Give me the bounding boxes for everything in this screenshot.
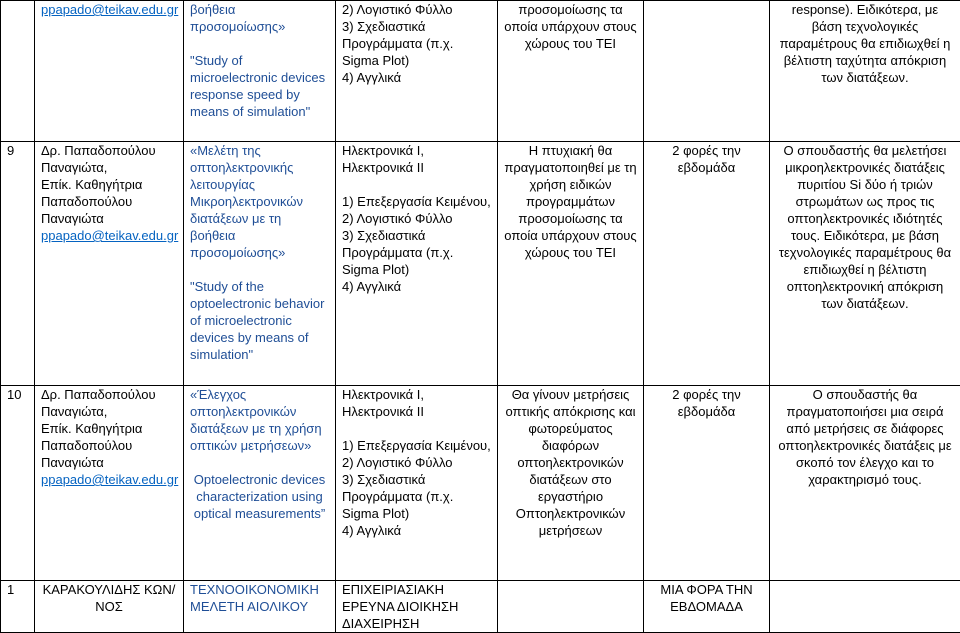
course-item: 2) Λογιστικό Φύλλο xyxy=(342,454,491,471)
supervisor-rank: Επίκ. Καθηγήτρια Παπαδοπούλου Παναγιώτα xyxy=(41,420,177,471)
table-row xyxy=(1,142,960,386)
objective-cell: Ο σπουδαστής θα πραγματοποιήσει μια σειρά από μετρήσεις σε διάφορες οπτοηλεκτρονικές διατάξεις με σκοπό τον έλεγχο και το χαρακτηρισμό τους. xyxy=(770,386,960,581)
row-number xyxy=(1,1,35,142)
objective-cell xyxy=(770,581,960,633)
frequency-cell: ΜΙΑ ΦΟΡΑ ΤΗΝ ΕΒΔΟΜΑΔΑ xyxy=(644,581,770,633)
course-item: 4) Αγγλικά xyxy=(342,69,491,86)
row-number: 1 xyxy=(1,581,35,633)
course-item: 4) Αγγλικά xyxy=(342,522,491,539)
row-number: 9 xyxy=(1,142,35,386)
required-courses-cell xyxy=(336,581,498,633)
course-item: ΕΠΙΧΕΙΡΙΑΣΙΑΚΗ ΕΡΕΥΝΑ ΔΙΟΙΚΗΣΗ ΔΙΑΧΕΙΡΗΣΗ xyxy=(342,581,491,632)
course-head: Ηλεκτρονικά Ι, xyxy=(342,386,491,403)
table-row xyxy=(1,581,960,633)
course-head: Ηλεκτρονικά Ι, xyxy=(342,142,491,159)
description-cell: Η πτυχιακή θα πραγματοποιηθεί με τη χρήση ειδικών προγραμμάτων προσομοίωσης τα οποία υπάρχουν στους χώρους του ΤΕΙ xyxy=(498,142,644,386)
frequency-cell: 2 φορές την εβδομάδα xyxy=(644,386,770,581)
topic-title-english: "Study of microelectronic devices response speed by means of simulation" xyxy=(190,52,329,120)
topic-title-english: "Study of the optoelectronic behavior of microelectronic devices by means of simulation" xyxy=(190,278,329,363)
frequency-cell xyxy=(644,1,770,142)
objective-cell: Ο σπουδαστής θα μελετήσει μικροηλεκτρονικές διατάξεις πυριτίου Si δύο ή τριών στρωμάτων ως προς τις οπτοηλεκτρονικές ιδιότητές τους. Ειδικότερα, με βάση τεχνολογικές παραμέτρους θα επιδιωχθεί η βέλτιστη οπτοηλεκτρονική απόκριση των διατάξεων. xyxy=(770,142,960,386)
supervisor-email-link[interactable]: ppapado@teikav.edu.gr xyxy=(41,2,178,17)
course-item: 2) Λογιστικό Φύλλο xyxy=(342,1,491,18)
description-cell: Θα γίνουν μετρήσεις οπτικής απόκρισης και φωτορεύματος διαφόρων οπτοηλεκτρονικών διατάξεων στο εργαστήριο Οπτοηλεκτρονικών μετρήσεων xyxy=(498,386,644,581)
course-head: Ηλεκτρονικά ΙΙ xyxy=(342,403,491,420)
supervisor-rank: Επίκ. Καθηγήτρια Παπαδοπούλου Παναγιώτα xyxy=(41,176,177,227)
description-cell xyxy=(498,581,644,633)
supervisor-cell xyxy=(35,142,184,386)
topic-title-greek: «Μελέτη της οπτοηλεκτρονικής λειτουργίας Μικροηλεκτρονικών διατάξεων με τη βοήθεια προσομοίωσης» xyxy=(190,142,329,261)
required-courses-cell xyxy=(336,142,498,386)
topic-title-english: Optoelectronic devices characterization using optical measurements” xyxy=(190,471,329,522)
supervisor-name: Δρ. Παπαδοπούλου Παναγιώτα, xyxy=(41,386,177,420)
supervisor-cell xyxy=(35,386,184,581)
supervisor-cell xyxy=(35,1,184,142)
objective-cell: response). Ειδικότερα, με βάση τεχνολογικές παραμέτρους θα επιδιωχθεί η βέλτιστη ταχύτητα απόκριση των διατάξεων. xyxy=(770,1,960,142)
required-courses-cell xyxy=(336,1,498,142)
required-courses-cell xyxy=(336,386,498,581)
topic-title-greek: «Έλεγχος οπτοηλεκτρονικών διατάξεων με τη χρήση οπτικών μετρήσεων» xyxy=(190,386,329,454)
supervisor-email-link[interactable]: ppapado@teikav.edu.gr xyxy=(41,471,177,488)
course-item: 4) Αγγλικά xyxy=(342,278,491,295)
course-item: 1) Επεξεργασία Κειμένου, xyxy=(342,437,491,454)
topic-title-cell xyxy=(184,581,336,633)
supervisor-name: Δρ. Παπαδοπούλου Παναγιώτα, xyxy=(41,142,177,176)
table-row xyxy=(1,1,960,142)
description-cell: προσομοίωσης τα οποία υπάρχουν στους χώρους του ΤΕΙ xyxy=(498,1,644,142)
course-head: Ηλεκτρονικά ΙΙ xyxy=(342,159,491,176)
course-item: 3) Σχεδιαστικά Προγράμματα (π.χ. Sigma Plot) xyxy=(342,471,491,522)
supervisor-cell xyxy=(35,581,184,633)
table-row xyxy=(1,386,960,581)
topic-title-greek: ΤΕΧΝΟΟΙΚΟΝΟΜΙΚΗ ΜΕΛΕΤΗ ΑΙΟΛΙΚΟΥ xyxy=(190,581,329,615)
supervisor-name: ΚΑΡΑΚΟΥΛΙΔΗΣ ΚΩΝ/ΝΟΣ xyxy=(43,582,176,614)
frequency-cell: 2 φορές την εβδομάδα xyxy=(644,142,770,386)
course-item: 1) Επεξεργασία Κειμένου, xyxy=(342,193,491,210)
row-number: 10 xyxy=(1,386,35,581)
course-item: 3) Σχεδιαστικά Προγράμματα (π.χ. Sigma Plot) xyxy=(342,227,491,278)
course-item: 3) Σχεδιαστικά Προγράμματα (π.χ. Sigma Plot) xyxy=(342,18,491,69)
course-item: 2) Λογιστικό Φύλλο xyxy=(342,210,491,227)
topic-title-cell xyxy=(184,1,336,142)
topic-title-cell xyxy=(184,386,336,581)
topic-title-cell xyxy=(184,142,336,386)
topic-title-greek: βοήθεια προσομοίωσης» xyxy=(190,1,329,35)
supervisor-email-link[interactable]: ppapado@teikav.edu.gr xyxy=(41,227,177,244)
